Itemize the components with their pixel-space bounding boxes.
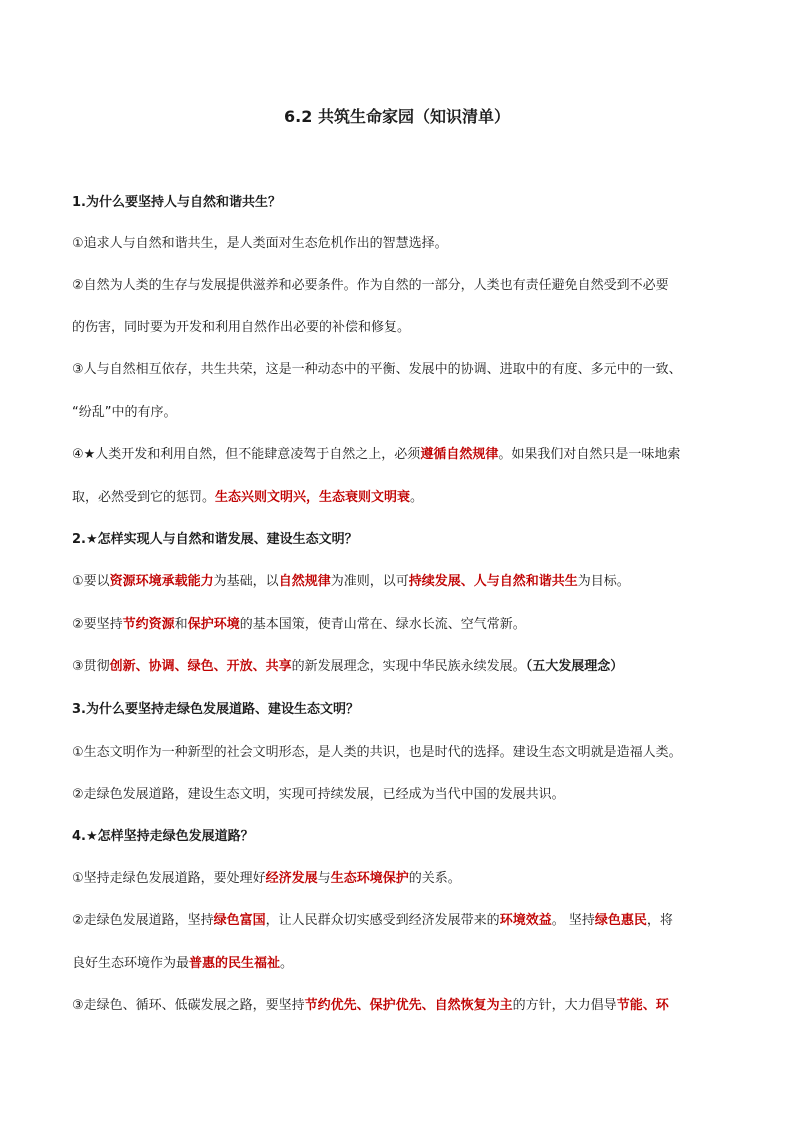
key-point-text: 遵循自然规律 (420, 447, 499, 462)
body-text: 为目标。 (577, 574, 630, 589)
body-text: ②自然为人类的生存与发展提供滋养和必要条件。作为自然的一部分，人类也有责任避免自然受到不必要 (72, 278, 669, 293)
body-text: 和 (174, 617, 188, 632)
answer-line (72, 572, 630, 592)
key-point-text: 绿色惠民 (594, 913, 647, 928)
body-text: ②要坚持 (72, 617, 123, 632)
bold-text: 1.为什么要坚持人与自然和谐共生？ (72, 195, 281, 210)
body-text: 的基本国策，使青山常在、绿水长流、空气常新。 (239, 617, 526, 632)
key-point-text: 节约优先、保护优先、自然恢复为主 (304, 998, 513, 1013)
answer-line (72, 360, 682, 380)
body-text: 。 (280, 956, 294, 971)
body-text: 的方针，大力倡导 (512, 998, 617, 1013)
answer-line (72, 234, 448, 254)
document-title: 6.2 共筑生命家园（知识清单） (284, 107, 510, 126)
answer-line (72, 657, 623, 677)
body-text: ①坚持走绿色发展道路，要处理好 (72, 871, 266, 886)
answer-line (72, 403, 176, 423)
question-3-heading (72, 700, 359, 720)
body-text: 。 坚持 (551, 913, 595, 928)
body-text: 与 (317, 871, 331, 886)
answer-line (72, 743, 682, 763)
key-point-text: 保护环境 (187, 617, 240, 632)
body-text: ①要以 (72, 574, 110, 589)
body-text: 。如果我们对自然只是一味地索 (498, 447, 681, 462)
body-text: ②走绿色发展道路，坚持 (72, 913, 214, 928)
key-point-text: 节能、环 (616, 998, 669, 1013)
body-text: “纷乱”中的有序。 (72, 405, 177, 420)
body-text: ③走绿色、循环、低碳发展之路，要坚持 (72, 998, 305, 1013)
key-point-text: 环境效益 (499, 913, 552, 928)
body-text: 。 (410, 490, 424, 505)
body-text: 为准则，以可 (330, 574, 409, 589)
answer-line (72, 869, 461, 889)
key-point-text: 持续发展、人与自然和谐共生 (408, 574, 578, 589)
body-text: 取，必然受到它的惩罚。 (72, 490, 216, 505)
body-text: ③人与自然相互依存，共生共荣，这是一种动态中的平衡、发展中的协调、进取中的有度、多元中的一致、 (72, 362, 682, 377)
answer-line (72, 276, 669, 296)
question-1-heading (72, 193, 281, 213)
body-text: ②走绿色发展道路，建设生态文明，实现可持续发展，已经成为当代中国的发展共识。 (72, 787, 565, 802)
bold-text: 3.为什么要坚持走绿色发展道路、建设生态文明？ (72, 702, 359, 717)
answer-line (72, 954, 293, 974)
answer-line (72, 785, 565, 805)
body-text: 的新发展理念，实现中华民族永续发展。 (291, 659, 526, 674)
answer-line (72, 318, 410, 338)
key-point-text: 自然规律 (278, 574, 331, 589)
key-point-text: 节约资源 (122, 617, 175, 632)
bold-text: （五大发展理念） (525, 659, 624, 674)
question-2-heading (72, 530, 358, 550)
answer-line (72, 996, 669, 1016)
answer-line (72, 911, 673, 931)
answer-line (72, 615, 526, 635)
body-text: ④★人类开发和利用自然，但不能肆意凌驾于自然之上，必须 (72, 447, 421, 462)
body-text: 的伤害，同时要为开发和利用自然作出必要的补偿和修复。 (72, 320, 411, 335)
key-point-text: 生态环境保护 (330, 871, 409, 886)
body-text: ，将 (646, 913, 673, 928)
body-text: ①追求人与自然和谐共生，是人类面对生态危机作出的智慧选择。 (72, 236, 448, 251)
key-point-text: 经济发展 (265, 871, 318, 886)
body-text: ③贯彻 (72, 659, 110, 674)
key-point-text: 资源环境承载能力 (109, 574, 214, 589)
body-text: 的关系。 (408, 871, 461, 886)
key-point-text: 绿色富国 (213, 913, 266, 928)
body-text: 为基础，以 (213, 574, 279, 589)
body-text: ①生态文明作为一种新型的社会文明形态，是人类的共识，也是时代的选择。建设生态文明就是造福人类。 (72, 745, 682, 760)
key-point-text: 创新、协调、绿色、开放、共享 (109, 659, 292, 674)
body-text: 良好生态环境作为最 (72, 956, 190, 971)
answer-line (72, 488, 423, 508)
key-point-text: 普惠的民生福祉 (189, 956, 281, 971)
bold-text: 2.★怎样实现人与自然和谐发展、建设生态文明？ (72, 532, 358, 547)
bold-text: 4.★怎样坚持走绿色发展道路？ (72, 829, 254, 844)
answer-line (72, 445, 680, 465)
key-point-text: 生态兴则文明兴，生态衰则文明衰 (215, 490, 411, 505)
body-text: ，让人民群众切实感受到经济发展带来的 (265, 913, 500, 928)
question-4-heading (72, 827, 254, 847)
